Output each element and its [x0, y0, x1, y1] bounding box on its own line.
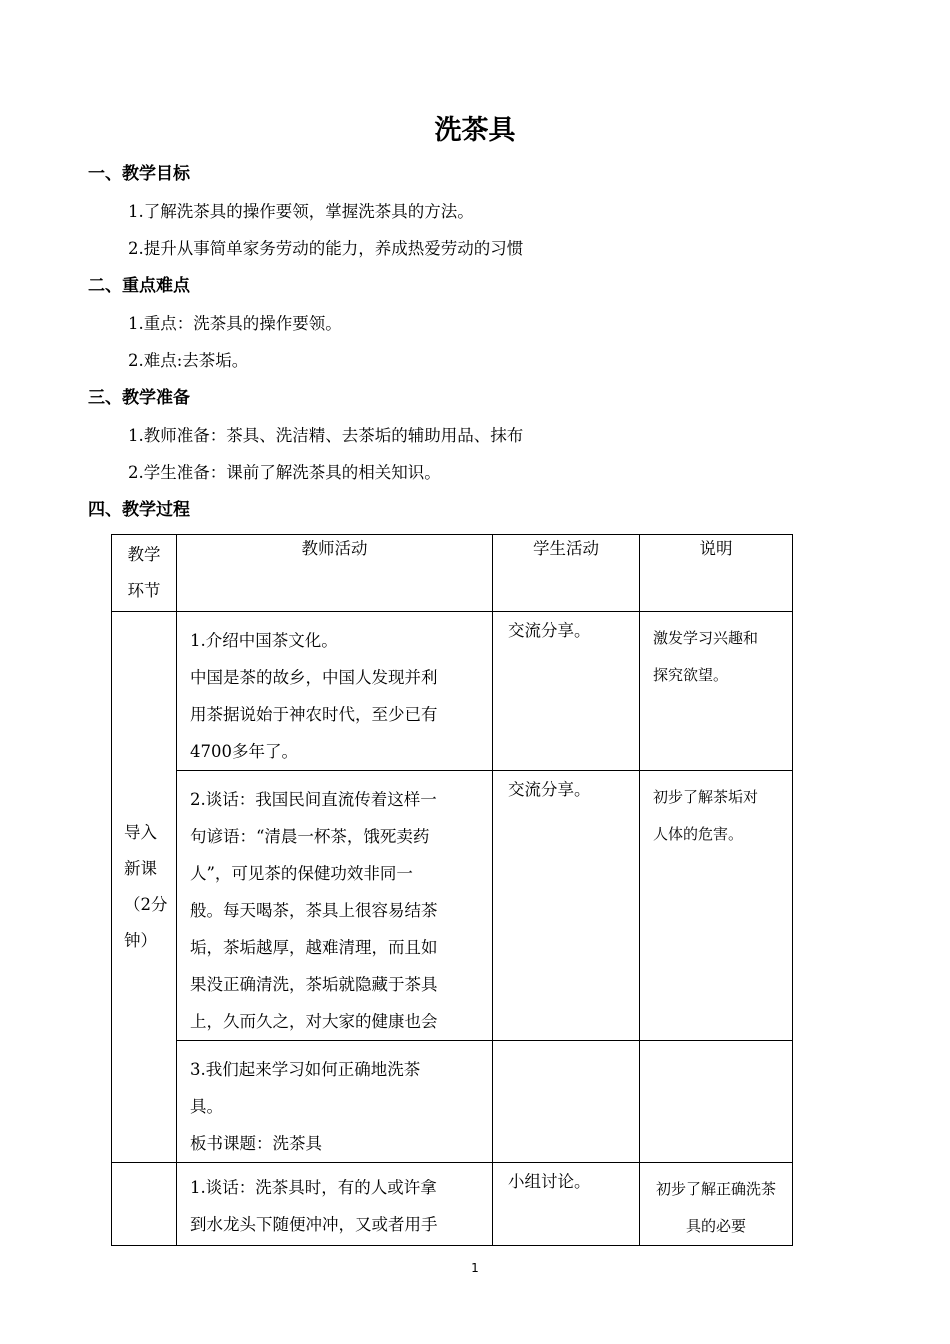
note-cell: 激发学习兴趣和 探究欲望。 — [640, 612, 793, 771]
objective-item: 1.了解洗茶具的操作要领，掌握洗茶具的方法。 — [128, 202, 474, 221]
teacher-activity-cell: 1.谈话：洗茶具时，有的人或许拿 到水龙头下随便冲冲，又或者用手 — [177, 1163, 493, 1246]
section-heading-objectives: 一、教学目标 — [88, 164, 190, 184]
header-teacher-activity: 教师活动 — [177, 535, 493, 612]
section-heading-preparation: 三、教学准备 — [88, 388, 190, 408]
table-row — [112, 1163, 793, 1246]
table-row — [112, 612, 793, 771]
section-heading-process: 四、教学过程 — [88, 500, 190, 520]
stage-cell-intro: 导入 新课 （2分 钟） — [112, 612, 177, 1163]
student-activity-cell — [493, 1041, 640, 1163]
page-title: 洗茶具 — [434, 115, 516, 146]
section-heading-key-points: 二、重点难点 — [88, 276, 190, 296]
teacher-activity-cell: 2.谈话：我国民间直流传着这样一 句谚语：“清晨一杯茶，饿死卖药 人”，可见茶的保健功效非同一 般。每天喝茶，茶具上很容易结茶 垢，茶垢越厚，越难清理，而且如 果没正确清洗，茶垢就隐藏于茶具 上，久而久之，对大家的健康也会 — [177, 771, 493, 1041]
header-note: 说明 — [640, 535, 793, 612]
student-activity-cell: 小组讨论。 — [493, 1163, 640, 1246]
preparation-item: 1.教师准备：茶具、洗洁精、去茶垢的辅助用品、抹布 — [128, 426, 524, 445]
student-activity-cell: 交流分享。 — [493, 612, 640, 771]
table-row — [112, 1041, 793, 1163]
teaching-process-table — [111, 534, 793, 1246]
page-number: 1 — [471, 1261, 479, 1275]
table-row — [112, 771, 793, 1041]
teacher-activity-cell: 3.我们起来学习如何正确地洗茶 具。 板书课题：洗茶具 — [177, 1041, 493, 1163]
preparation-item: 2.学生准备：课前了解洗茶具的相关知识。 — [128, 463, 441, 482]
note-cell — [640, 1041, 793, 1163]
note-cell: 初步了解茶垢对 人体的危害。 — [640, 771, 793, 1041]
note-cell: 初步了解正确洗茶 具的必要 — [640, 1163, 793, 1246]
stage-cell-empty — [112, 1163, 177, 1246]
objective-item: 2.提升从事简单家务劳动的能力，养成热爱劳动的习惯 — [128, 239, 524, 258]
header-student-activity: 学生活动 — [493, 535, 640, 612]
teacher-activity-cell: 1.介绍中国茶文化。 中国是茶的故乡，中国人发现并利 用茶据说始于神农时代，至少已有 4700多年了。 — [177, 612, 493, 771]
key-point-item: 2.难点:去茶垢。 — [128, 351, 249, 370]
table-header-row — [112, 535, 793, 612]
header-stage: 教学 环节 — [112, 535, 177, 612]
key-point-item: 1.重点：洗茶具的操作要领。 — [128, 314, 342, 333]
student-activity-cell: 交流分享。 — [493, 771, 640, 1041]
